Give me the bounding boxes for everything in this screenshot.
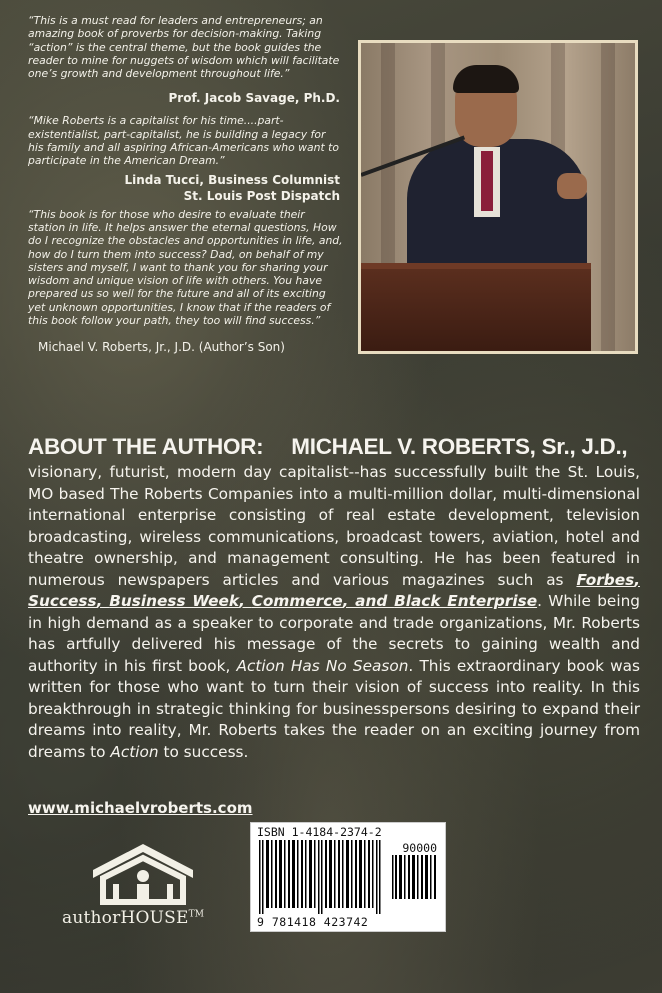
publisher-name bbox=[62, 908, 204, 928]
magazine-title: Black Enterprise bbox=[394, 592, 538, 610]
quote-attribution: Michael V. Roberts, Jr., J.D. (Author’s Son) bbox=[38, 340, 285, 355]
quote-text: “This is a must read for leaders and entrepreneurs; an amazing book of proverbs for decision-making. Taking “action” is the central theme, but the book guides the reader to mine for nuggets of wisdom which will facilitate one’s growth and development throughout life.” bbox=[28, 14, 340, 81]
speaker-tie bbox=[481, 151, 493, 211]
author-name: MICHAEL V. ROBERTS, Sr., J.D., bbox=[291, 434, 628, 459]
about-author bbox=[28, 434, 640, 763]
endorsements bbox=[28, 14, 344, 355]
speaker-hand bbox=[557, 173, 587, 199]
quote-tucci bbox=[28, 114, 344, 203]
separator: , bbox=[634, 570, 640, 589]
podium bbox=[361, 263, 591, 351]
author-photo-image bbox=[361, 43, 635, 351]
quote-savage bbox=[28, 14, 344, 106]
quote-son bbox=[28, 208, 344, 356]
isbn-barcode bbox=[250, 822, 446, 932]
quote-text: “This book is for those who desire to evaluate their station in life. It helps answer the eternal questions, How do I recognize the obstacles and opportunities in life, and, how do I turn them into success? Dad, on behalf of my sisters and myself, I want to thank you for sharing your wisdom and unique vision of life with others. You have prepared us so well for the future and all of its exciting yet unknown opportunities, I know that if the readers of this book follow your path, they too will find success.” bbox=[28, 207, 343, 328]
ean-number: 9 781418 423742 bbox=[257, 915, 369, 929]
about-text: . While being in high demand as a speaker to corporate and trade organizations, Mr. Roberts has artfully delivered his message of the secrets to gaining wealth and authority in his first book, bbox=[28, 592, 640, 675]
book-title: Action Has No Season bbox=[236, 656, 409, 675]
quote-text: “Mike Roberts is a capitalist for his time....part-existentialist, part-capitalist, he is building a legacy for his family and all aspiring African-Americans who want to participate in the American Dream.” bbox=[28, 114, 339, 168]
publisher-wordmark: authorHOUSE bbox=[62, 908, 189, 928]
attribution-line: Linda Tucci, Business Columnist bbox=[124, 172, 340, 187]
isbn-label: ISBN 1-4184-2374-2 bbox=[257, 825, 382, 839]
speaker-hair bbox=[453, 65, 519, 93]
magazine-title: Forbes bbox=[576, 570, 635, 589]
about-heading bbox=[28, 434, 640, 460]
separator: , bbox=[96, 592, 110, 610]
author-photo bbox=[358, 40, 638, 354]
magazine-title: Business Week bbox=[109, 592, 240, 610]
about-text: visionary, futurist, modern day capitalist--has successfully built the St. Louis, MO based The Roberts Companies into a multi-million dollar, multi-dimensional international enterprise consisting of real estate development, television broadcasting, wireless communications, broadcast towers, aviation, hotel and theatre ownership, and management consulting. He has been featured in numerous newspapers articles and various magazines such as bbox=[28, 463, 640, 589]
about-heading-label: ABOUT THE AUTHOR: bbox=[28, 434, 264, 459]
curtain-fold bbox=[601, 43, 615, 351]
magazine-title: Commerce bbox=[251, 592, 343, 610]
trademark-symbol: TM bbox=[188, 909, 205, 920]
about-text: to success. bbox=[158, 742, 249, 761]
about-body bbox=[28, 462, 640, 763]
ean-barcode-icon bbox=[257, 840, 387, 914]
action-word: Action bbox=[110, 742, 159, 761]
separator: , and bbox=[342, 592, 395, 610]
attribution-line: St. Louis Post Dispatch bbox=[183, 188, 340, 203]
separator: , bbox=[239, 592, 252, 610]
website-link[interactable]: www.michaelvroberts.com bbox=[28, 799, 253, 817]
quote-attribution bbox=[28, 172, 340, 204]
quote-attribution: Prof. Jacob Savage, Ph.D. bbox=[168, 91, 340, 106]
about-text: . This extraordinary book was written for those who want to turn their vision of success into reality. In this breakthrough in strategic thinking for businesspersons desiring to expand their dreams into reality, Mr. Roberts takes the reader on an exciting journey from dreams to bbox=[28, 656, 640, 761]
price-code: 90000 bbox=[402, 841, 437, 855]
magazine-title: Success bbox=[28, 592, 97, 610]
price-barcode-icon bbox=[391, 855, 439, 899]
